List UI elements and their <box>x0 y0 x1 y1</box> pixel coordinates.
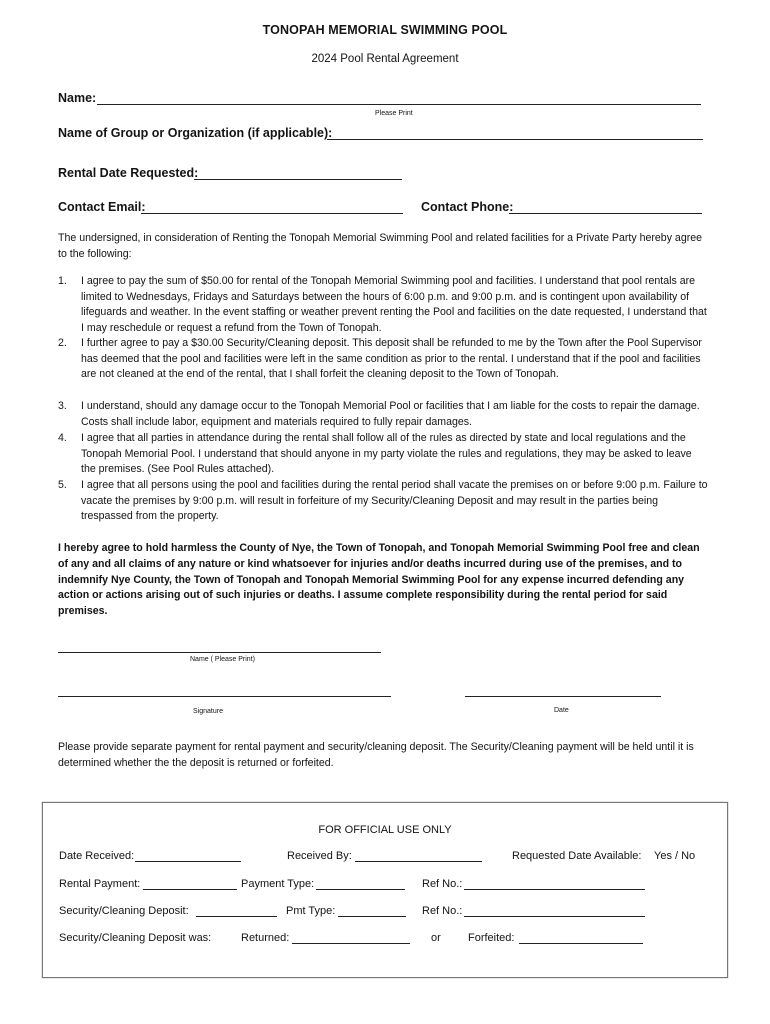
requested-date-available-label: Requested Date Available: <box>512 850 642 862</box>
contact-email-label: Contact Email: <box>58 200 146 214</box>
term-number: 1. <box>58 275 67 287</box>
printed-name-line[interactable] <box>58 652 381 653</box>
or-label: or <box>431 932 441 944</box>
security-deposit-line[interactable] <box>196 916 277 917</box>
intro-paragraph: The undersigned, in consideration of Renting the Tonopah Memorial Swimming Pool and related facilities for a Private Party hereby agree to the following: <box>58 232 703 260</box>
ref-no-label: Ref No.: <box>422 878 463 890</box>
security-deposit-label: Security/Cleaning Deposit: <box>59 905 189 917</box>
deposit-was-label: Security/Cleaning Deposit was: <box>59 932 212 944</box>
pmt-type-line[interactable] <box>338 916 406 917</box>
forfeited-label: Forfeited: <box>468 932 515 944</box>
document-title: TONOPAH MEMORIAL SWIMMING POOL <box>262 23 508 37</box>
contact-phone-label: Contact Phone: <box>421 200 514 214</box>
term-number: 2. <box>58 337 67 349</box>
name-label: Name: <box>58 91 97 105</box>
printed-name-label: Name ( Please Print) <box>190 656 255 663</box>
received-by-line[interactable] <box>355 861 482 862</box>
pmt-type-label: Pmt Type: <box>286 905 336 917</box>
payment-type-line[interactable] <box>316 889 405 890</box>
contact-phone-field-line[interactable] <box>509 213 702 214</box>
hold-harmless-paragraph: I hereby agree to hold harmless the County of Nye, the Town of Tonopah, and Tonopah Memorial Swimming Pool free and clean of any and all claims of any nature or kind whatsoever for injuries and/or deaths incurred during use of the premises, and to indemnify Nye County, the Town of Tonopah and Tonopah Memorial Swimming Pool for any expense incurred defending any action or actions arising out of such injuries or deaths. I assume complete responsibility during the rental period for said premises. <box>58 542 700 618</box>
ref-no-label: Ref No.: <box>422 905 463 917</box>
received-by-label: Received By: <box>287 850 352 862</box>
official-use-heading: FOR OFFICIAL USE ONLY <box>318 824 452 836</box>
date-line[interactable] <box>465 696 661 697</box>
ref-no-line[interactable] <box>464 889 645 890</box>
returned-line[interactable] <box>292 943 410 944</box>
date-label: Date <box>554 707 569 714</box>
forfeited-line[interactable] <box>519 943 643 944</box>
term-text: I agree that all parties in attendance during the rental shall follow all of the rules as directed by state and local regulations and the Tonopah Memorial Pool. I understand that should anyone in my party violate the rules and regulations, they may be asked to leave the premises. (See Pool Rules attached). <box>81 432 692 475</box>
term-text: I further agree to pay a $30.00 Security/Cleaning deposit. This deposit shall be refunded to me by the Town after the Pool Supervisor has deemed that the pool and facilities were left in the same condition as prior to the rental. I understand that if the pool and facilities are not cleaned at the end of the rental, that I shall forfeit the cleaning deposit to the Town of Tonopah. <box>81 337 702 380</box>
name-field-line[interactable] <box>97 104 701 105</box>
contact-email-field-line[interactable] <box>141 213 403 214</box>
term-number: 3. <box>58 400 67 412</box>
rental-payment-label: Rental Payment: <box>59 878 141 890</box>
group-label: Name of Group or Organization (if applicable): <box>58 126 333 140</box>
term-text: I agree that all persons using the pool and facilities during the rental period shall vacate the premises on or before 9:00 p.m. Failure to vacate the premises by 9:00 p.m. will result in forfeiture of my Security/Cleaning Deposit and may result in the parties being trespassed from the property. <box>81 479 708 522</box>
payment-type-label: Payment Type: <box>241 878 315 890</box>
signature-line[interactable] <box>58 696 391 697</box>
rental-date-field-line[interactable] <box>194 179 402 180</box>
returned-label: Returned: <box>241 932 290 944</box>
term-text: I understand, should any damage occur to the Tonopah Memorial Pool or facilities that I am liable for the costs to repair the damage. Costs shall include labor, equipment and materials required to fully repair damages. <box>81 400 700 428</box>
signature-label: Signature <box>193 708 223 715</box>
payment-note: Please provide separate payment for rental payment and security/cleaning deposit. The Security/Cleaning payment will be held until it is determined whether the the deposit is returned or forfeited. <box>58 741 694 769</box>
group-field-line[interactable] <box>327 139 703 140</box>
document-subtitle: 2024 Pool Rental Agreement <box>311 53 459 65</box>
please-print-note: Please Print <box>375 110 413 117</box>
rental-payment-line[interactable] <box>143 889 237 890</box>
yes-no-options[interactable]: Yes / No <box>654 850 696 862</box>
ref-no-line[interactable] <box>464 916 645 917</box>
rental-date-label: Rental Date Requested: <box>58 166 199 180</box>
date-received-line[interactable] <box>135 861 241 862</box>
term-text: I agree to pay the sum of $50.00 for rental of the Tonopah Memorial Swimming pool and facilities. I understand that pool rentals are limited to Wednesdays, Fridays and Saturdays between the hours of 6:00 p.m. and 9:00 p.m. and is contingent upon availability of lifeguards and weather. In the event staffing or weather prevent renting the Pool and facilities on the date requested, I understand that I may reschedule or request a refund from the Town of Tonopah. <box>81 275 707 334</box>
date-received-label: Date Received: <box>59 850 135 862</box>
term-number: 4. <box>58 432 67 444</box>
term-number: 5. <box>58 479 67 491</box>
